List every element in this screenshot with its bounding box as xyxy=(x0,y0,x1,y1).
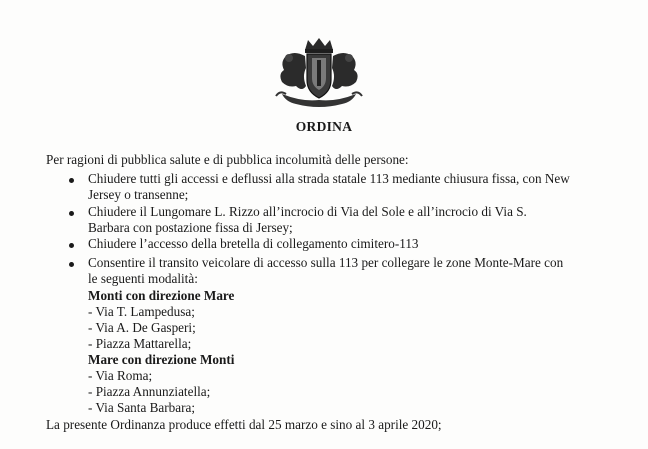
list-item-line: Barbara con postazione fissa di Jersey; xyxy=(88,220,293,235)
closing-text: La presente Ordinanza produce effetti dal 25 marzo e sino al 3 aprile 2020; xyxy=(46,417,442,432)
bullet-icon xyxy=(69,243,74,248)
list-item-line: le seguenti modalità: xyxy=(88,271,198,286)
page-title: ORDINA xyxy=(295,119,353,134)
bullet-icon xyxy=(69,178,74,183)
list-item-line: Consentire il transito veicolare di accesso sulla 113 per collegare le zone Monte-Mare con xyxy=(88,255,564,270)
list-item-line: Jersey o transenne; xyxy=(88,187,189,202)
coat-of-arms-icon xyxy=(272,36,366,110)
group-entry: - Via Roma; xyxy=(88,368,153,383)
bullet-icon xyxy=(69,262,74,267)
group-entry: - Piazza Mattarella; xyxy=(88,336,192,351)
list-item-line: Chiudere tutti gli accessi e deflussi alla strada statale 113 mediante chiusura fissa, con New xyxy=(88,171,570,186)
group-title: Mare con direzione Monti xyxy=(88,352,235,367)
group-entry: - Piazza Annunziatella; xyxy=(88,384,211,399)
group-entry: - Via A. De Gasperi; xyxy=(88,320,196,335)
bullet-icon xyxy=(69,211,74,216)
list-item-line: Chiudere il Lungomare L. Rizzo all’incrocio di Via del Sole e all’incrocio di Via S. xyxy=(88,204,527,219)
list-item-line: Chiudere l’accesso della bretella di collegamento cimitero-113 xyxy=(88,236,419,251)
intro-text: Per ragioni di pubblica salute e di pubblica incolumità delle persone: xyxy=(46,152,409,167)
group-title: Monti con direzione Mare xyxy=(88,288,235,303)
group-entry: - Via Santa Barbara; xyxy=(88,400,195,415)
group-entry: - Via T. Lampedusa; xyxy=(88,304,195,319)
